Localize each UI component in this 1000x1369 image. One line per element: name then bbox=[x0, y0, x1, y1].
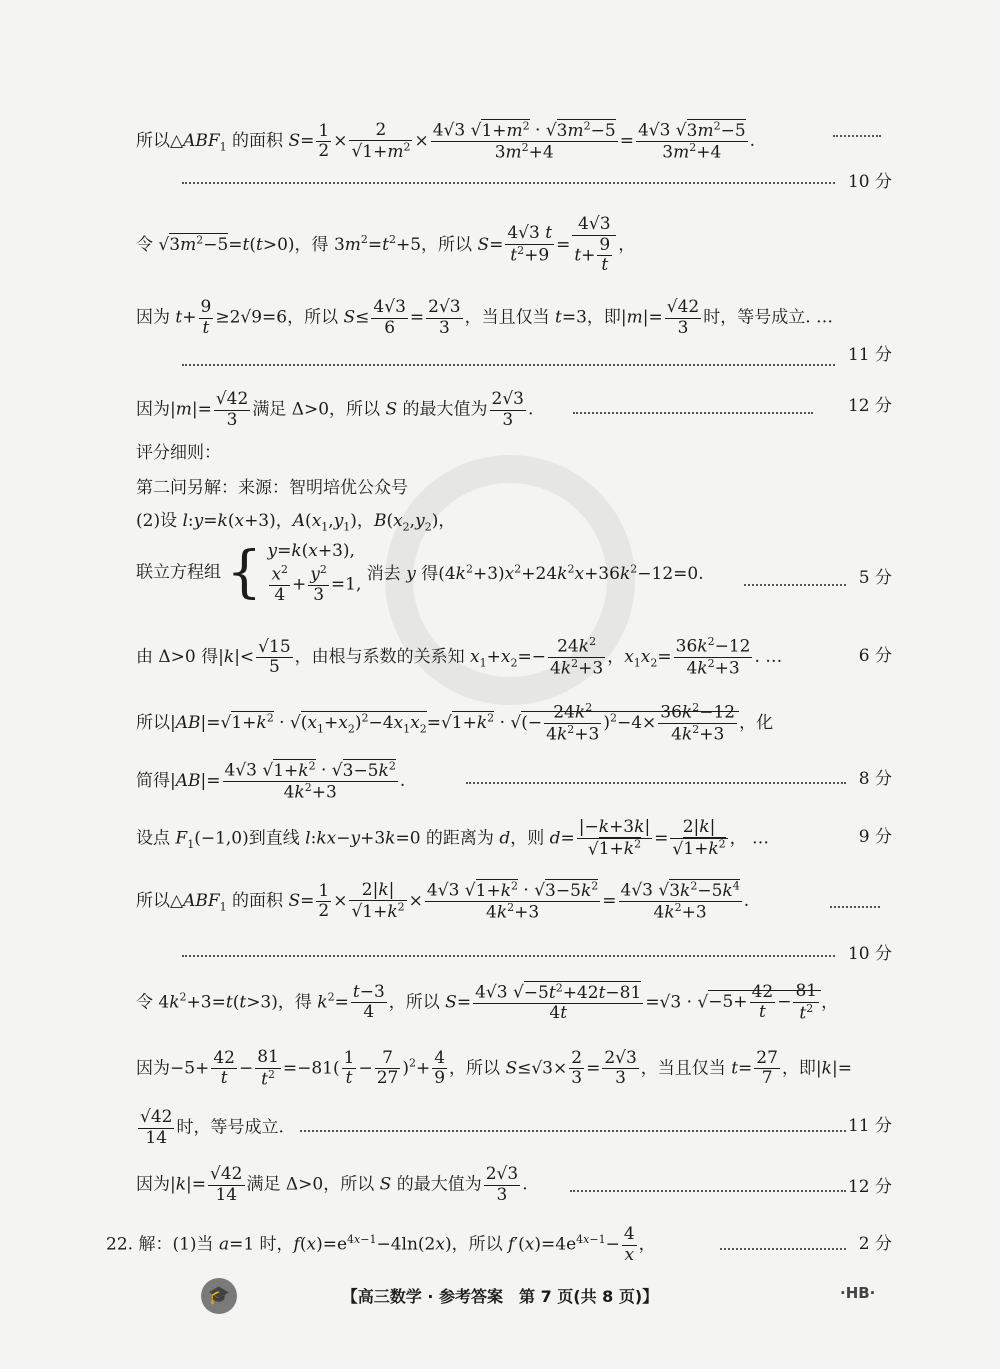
score-11: 11 分 bbox=[847, 1116, 892, 1136]
alt-solution-heading: 第二问另解：来源：智明培优公众号 bbox=[136, 478, 408, 498]
system-line: 联立方程组 { y=k(x+3), $\frac{x^2}{4}$ + $\frac{y^2}{3}$ =1, 消去 y 得$(4k^2+3)x^2+24k^2x+36k^2-12=0$. bbox=[136, 539, 704, 605]
distance-line: 设点 $F_1(-1,0)$到直线 l:kx−y+3k=0 的距离为 d，则 d= $\frac{|-k+3k|}{√1+k^2}$ = $\frac{2|k|}{√1+k^2}$ ， … bbox=[136, 817, 770, 860]
dot-leader bbox=[182, 364, 835, 366]
dot-leader bbox=[182, 955, 835, 957]
area-line-2: 所以$\triangle ABF_1$ 的面积 S= $\frac{1}{2}$ × $\frac{2|k|}{√1+k^2}$ × $\frac{4√3 √1+k^2 \cdot √3-5k^2}{4k^2+3}$ = $\frac{4√3 √3k^2-5k^4}{4k^2+3}$ . bbox=[136, 879, 750, 923]
page-footer: 【高三数学 · 参考答案 第 7 页(共 8 页)】 bbox=[341, 1287, 659, 1306]
score-11: 11 分 bbox=[847, 345, 892, 365]
paper-code: ·HB· bbox=[840, 1284, 876, 1302]
equality-line: $\frac{√42}{14}$ 时，等号成立. bbox=[140, 1107, 284, 1148]
dot-leader bbox=[720, 1248, 846, 1250]
substitution-line: 令 $√3m^2-5=t(t>0)$，得 $3m^2=t^2+5$，所以 S= $\frac{4√3 t}{t^2+9}$ = 4√3 t+ $\frac{9}{t}$ ， bbox=[136, 214, 636, 276]
problem-22-line: 22. 解：(1)当 a=1 时，$f(x)=e^{4x-1}-4\ln(2x)$，所以 $f'(x)=4e^{4x-1}-$ $\frac{4}{x}$ ， bbox=[106, 1224, 656, 1265]
bound-line: 因为−5+ $\frac{42}{t}$ − $\frac{81}{t^2}$ =−81( $\frac{1}{t}$ − $\frac{7}{27}$ )$^2$+ $\frac{4}{9}$ ，所以 S≤√3× $\frac{2}{3}$ = $\frac{2√3}{3}$ ，当且仅当 t= $\frac{27}{7}$ ，即|k|= bbox=[136, 1047, 852, 1090]
max-value-line: 因为|m|= $\frac{√42}{3}$ 满足 Δ>0，所以 S 的最大值为 $\frac{2√3}{3}$ . bbox=[136, 389, 534, 430]
score-8: 8 分 bbox=[858, 769, 892, 789]
dot-leader bbox=[182, 182, 835, 184]
dot-leader bbox=[744, 584, 846, 586]
score-9: 9 分 bbox=[858, 827, 892, 847]
substitution-line-2: 令 $4k^2+3=t(t>3)$，得 $k^2=$ $\frac{t-3}{4}$ ，所以 S= $\frac{4√3 √-5t^2+42t-81}{4t}$ =√3 · √−5+ $\frac{42}{t}$ − $\frac{81}{t^2}$ ， bbox=[136, 981, 839, 1024]
dot-leader bbox=[466, 782, 846, 784]
score-2: 2 分 bbox=[858, 1234, 892, 1254]
rules-heading: 评分细则： bbox=[136, 443, 221, 463]
score-10: 10 分 bbox=[847, 944, 892, 964]
max-value-line-2: 因为|k|= $\frac{√42}{14}$ 满足 Δ>0，所以 S 的最大值为 $\frac{2√3}{3}$ . bbox=[136, 1164, 528, 1205]
score-10: 10 分 bbox=[847, 172, 892, 192]
line-setup: (2)设 l:y=k(x+3)，$A(x_1,y_1)$，$B(x_2,y_2)$， bbox=[136, 511, 456, 534]
simplified-chord-line: 简得|AB|= $\frac{4√3 √1+k^2 \cdot √3-5k^2}{4k^2+3}$ . bbox=[136, 759, 406, 803]
area-line-1: 所以$\triangle ABF_1$ 的面积 S= $\frac{1}{2}$ × $\frac{2}{√1+m^2}$ × $\frac{4√3 √1+m^2 \cdot √3m^2-5}{3m^2+4}$ = $\frac{4√3 √3m^2-5}{3m^2+4}$ . bbox=[136, 119, 756, 163]
dot-leader bbox=[570, 1190, 846, 1192]
graduation-cap-icon: 🎓 bbox=[201, 1278, 237, 1314]
score-5: 5 分 bbox=[858, 568, 892, 588]
discriminant-line: 由 Δ>0 得|k|< $\frac{√15}{5}$ ，由根与系数的关系知 $x_1+x_2=-$ $\frac{24k^2}{4k^2+3}$ ，$x_1x_2=$ $\frac{36k^2-12}{4k^2+3}$ . … bbox=[136, 635, 783, 679]
dot-leader bbox=[830, 906, 880, 908]
score-6: 6 分 bbox=[858, 646, 892, 666]
chord-length-line: 所以$|AB|=√1+k^2 \cdot √(x_1+x_2)^2-4x_1x_2=√1+k^2$ · √(− $\frac{24k^2}{4k^2+3}$ )$^2$−4× $\frac{36k^2-12}{4k^2+3}$ ，化 bbox=[136, 701, 774, 745]
dot-leader bbox=[573, 412, 813, 414]
score-12: 12 分 bbox=[847, 1177, 892, 1197]
corner-logo bbox=[840, 1280, 990, 1360]
inequality-line: 因为 t+ $\frac{9}{t}$ ≥2√9=6，所以 S≤ $\frac{4√3}{6}$ = $\frac{2√3}{3}$ ，当且仅当 t=3，即|m|= $\frac{√42}{3}$ 时，等号成立. … bbox=[136, 297, 834, 338]
dot-leader bbox=[300, 1130, 846, 1132]
score-12: 12 分 bbox=[847, 396, 892, 416]
dot-leader bbox=[833, 135, 881, 137]
